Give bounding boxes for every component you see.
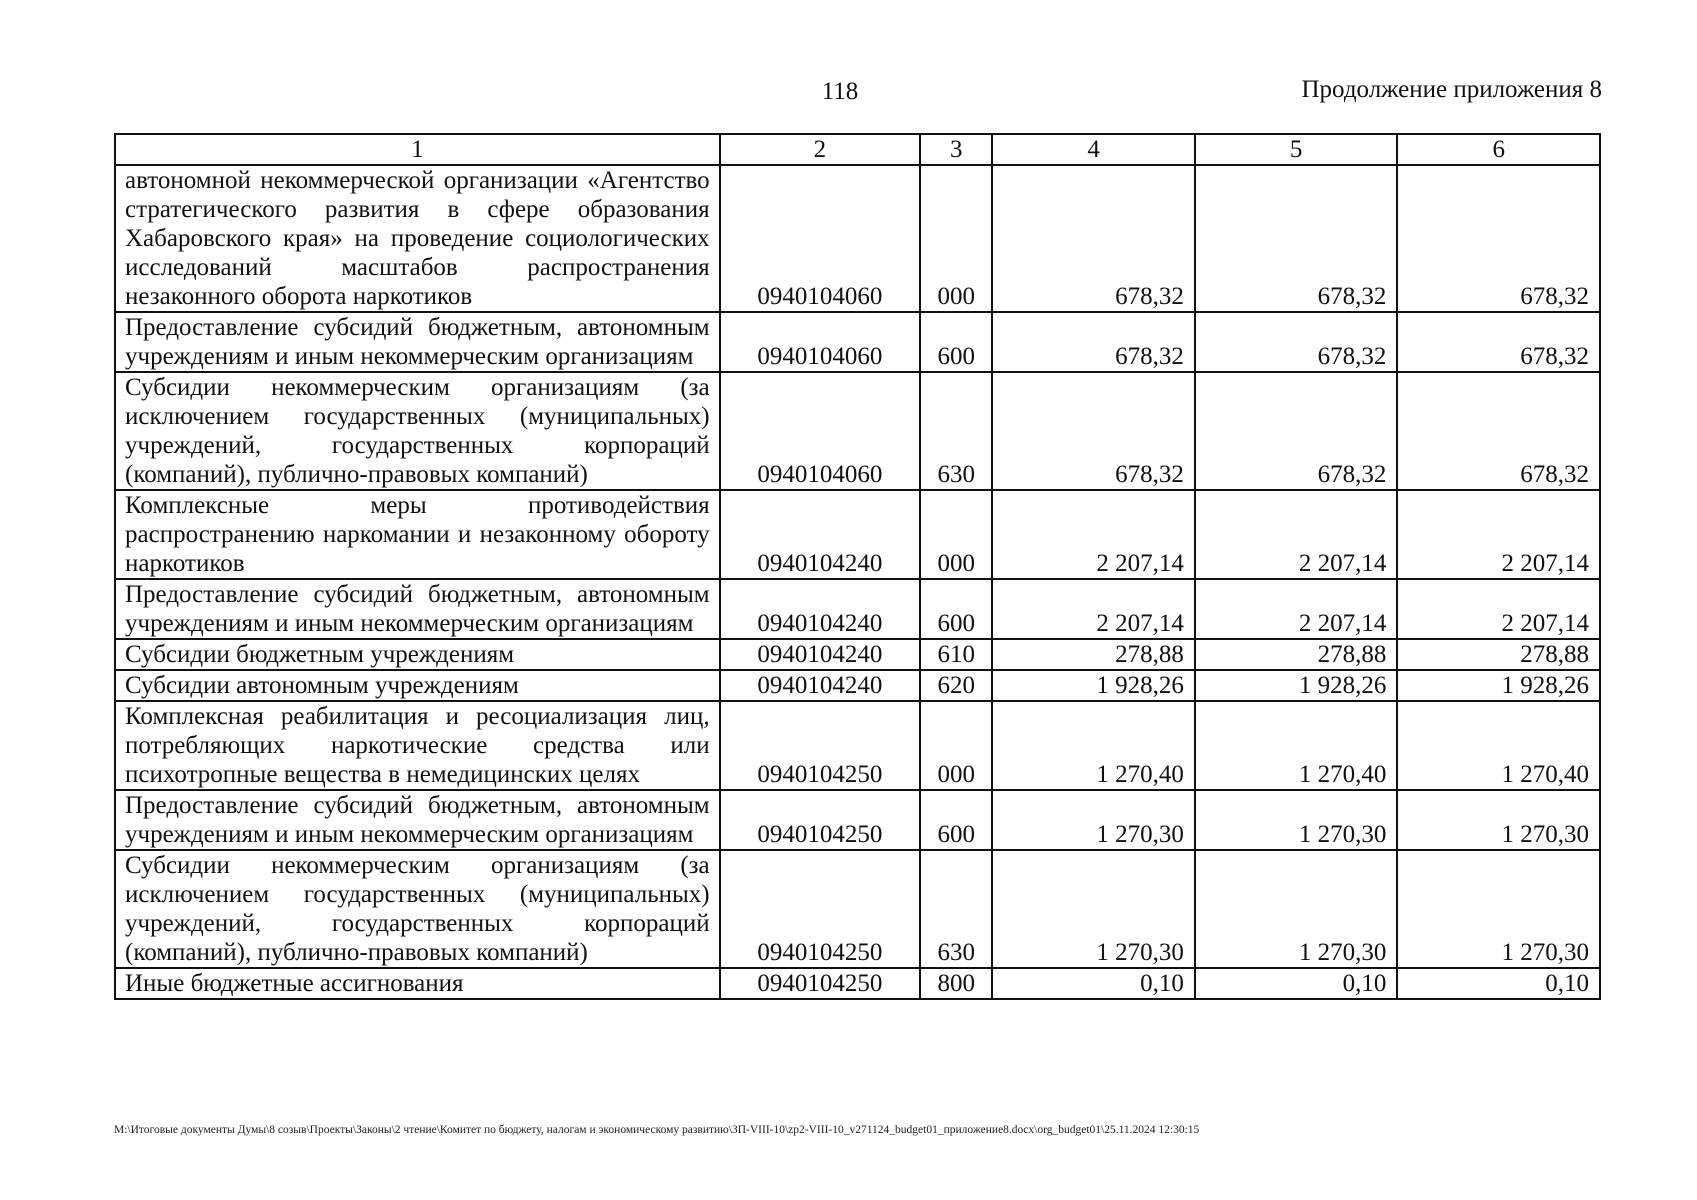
row-value-5: 278,88 [1195, 639, 1398, 670]
document-file-path: M:\Итоговые документы Думы\8 созыв\Проекты\Законы\2 чтение\Комитет по бюджету, налогам и экономическому развитию\ЗП-VIII-10\zp2-VIII-10_v271124_budget01_приложение8.docx\org_budget01\25.11.2024 12:30:15 [114, 1124, 1200, 1136]
row-target-code: 0940104250 [720, 790, 921, 850]
row-name: автономной некоммерческой организации «Агентство стратегического развития в сфере образования Хабаровского края» на проведение социологических исследований масштабов распространения незаконного оборота наркотиков [115, 165, 720, 312]
row-value-4: 678,32 [992, 372, 1195, 490]
appendix-continuation-title: Продолжение приложения 8 [1301, 76, 1602, 103]
row-expense-type: 600 [920, 312, 992, 372]
row-target-code: 0940104240 [720, 670, 921, 701]
row-value-5: 0,10 [1195, 968, 1398, 999]
row-value-6: 1 270,30 [1397, 850, 1600, 968]
row-target-code: 0940104060 [720, 312, 921, 372]
row-value-5: 2 207,14 [1195, 579, 1398, 639]
row-value-5: 1 270,30 [1195, 790, 1398, 850]
row-value-6: 0,10 [1397, 968, 1600, 999]
column-header-6: 6 [1397, 134, 1600, 165]
row-value-4: 1 928,26 [992, 670, 1195, 701]
row-name: Субсидии некоммерческим организациям (за исключением государственных (муниципальных) учреждений, государственных корпораций (компаний), публично-правовых компаний) [115, 372, 720, 490]
row-value-6: 1 270,30 [1397, 790, 1600, 850]
row-value-5: 1 270,30 [1195, 850, 1398, 968]
table-row [115, 490, 1600, 579]
table-row [115, 639, 1600, 670]
row-expense-type: 000 [920, 165, 992, 312]
budget-table [114, 133, 1601, 1000]
row-target-code: 0940104240 [720, 490, 921, 579]
row-name: Предоставление субсидий бюджетным, автономным учреждениям и иным некоммерческим организациям [115, 312, 720, 372]
row-value-6: 1 928,26 [1397, 670, 1600, 701]
row-name: Комплексная реабилитация и ресоциализация лиц, потребляющих наркотические средства или психотропные вещества в немедицинских целях [115, 701, 720, 790]
table-row [115, 850, 1600, 968]
row-expense-type: 600 [920, 790, 992, 850]
row-target-code: 0940104240 [720, 579, 921, 639]
row-value-4: 678,32 [992, 312, 1195, 372]
row-value-6: 1 270,40 [1397, 701, 1600, 790]
row-value-6: 678,32 [1397, 165, 1600, 312]
row-value-5: 678,32 [1195, 165, 1398, 312]
row-expense-type: 800 [920, 968, 992, 999]
column-header-4: 4 [992, 134, 1195, 165]
page-number: 118 [821, 78, 859, 105]
table-row [115, 312, 1600, 372]
row-expense-type: 000 [920, 701, 992, 790]
row-value-4: 2 207,14 [992, 579, 1195, 639]
row-value-5: 2 207,14 [1195, 490, 1398, 579]
row-expense-type: 630 [920, 850, 992, 968]
row-value-5: 678,32 [1195, 372, 1398, 490]
row-target-code: 0940104060 [720, 372, 921, 490]
row-value-5: 1 270,40 [1195, 701, 1398, 790]
row-expense-type: 610 [920, 639, 992, 670]
row-name: Иные бюджетные ассигнования [115, 968, 720, 999]
row-value-4: 2 207,14 [992, 490, 1195, 579]
row-expense-type: 000 [920, 490, 992, 579]
table-row [115, 701, 1600, 790]
row-expense-type: 600 [920, 579, 992, 639]
row-target-code: 0940104240 [720, 639, 921, 670]
table-row [115, 968, 1600, 999]
table-row [115, 165, 1600, 312]
row-expense-type: 620 [920, 670, 992, 701]
row-target-code: 0940104250 [720, 701, 921, 790]
row-value-5: 678,32 [1195, 312, 1398, 372]
row-name: Субсидии автономным учреждениям [115, 670, 720, 701]
row-name: Субсидии бюджетным учреждениям [115, 639, 720, 670]
column-header-2: 2 [720, 134, 921, 165]
row-name: Предоставление субсидий бюджетным, автономным учреждениям и иным некоммерческим организациям [115, 579, 720, 639]
column-header-3: 3 [920, 134, 992, 165]
row-value-6: 678,32 [1397, 372, 1600, 490]
row-value-4: 0,10 [992, 968, 1195, 999]
row-name: Субсидии некоммерческим организациям (за исключением государственных (муниципальных) учреждений, государственных корпораций (компаний), публично-правовых компаний) [115, 850, 720, 968]
row-value-4: 1 270,40 [992, 701, 1195, 790]
row-value-4: 1 270,30 [992, 850, 1195, 968]
row-name: Комплексные меры противодействия распространению наркомании и незаконному обороту наркотиков [115, 490, 720, 579]
row-value-4: 278,88 [992, 639, 1195, 670]
table-row [115, 790, 1600, 850]
column-header-1: 1 [115, 134, 720, 165]
row-target-code: 0940104250 [720, 850, 921, 968]
row-name: Предоставление субсидий бюджетным, автономным учреждениям и иным некоммерческим организациям [115, 790, 720, 850]
row-value-4: 1 270,30 [992, 790, 1195, 850]
row-value-6: 678,32 [1397, 312, 1600, 372]
row-value-5: 1 928,26 [1195, 670, 1398, 701]
row-value-6: 278,88 [1397, 639, 1600, 670]
row-target-code: 0940104060 [720, 165, 921, 312]
column-number-row [115, 134, 1600, 165]
table-row [115, 579, 1600, 639]
row-value-4: 678,32 [992, 165, 1195, 312]
row-value-6: 2 207,14 [1397, 490, 1600, 579]
row-expense-type: 630 [920, 372, 992, 490]
row-target-code: 0940104250 [720, 968, 921, 999]
row-value-6: 2 207,14 [1397, 579, 1600, 639]
table-row [115, 372, 1600, 490]
column-header-5: 5 [1195, 134, 1398, 165]
table-row [115, 670, 1600, 701]
